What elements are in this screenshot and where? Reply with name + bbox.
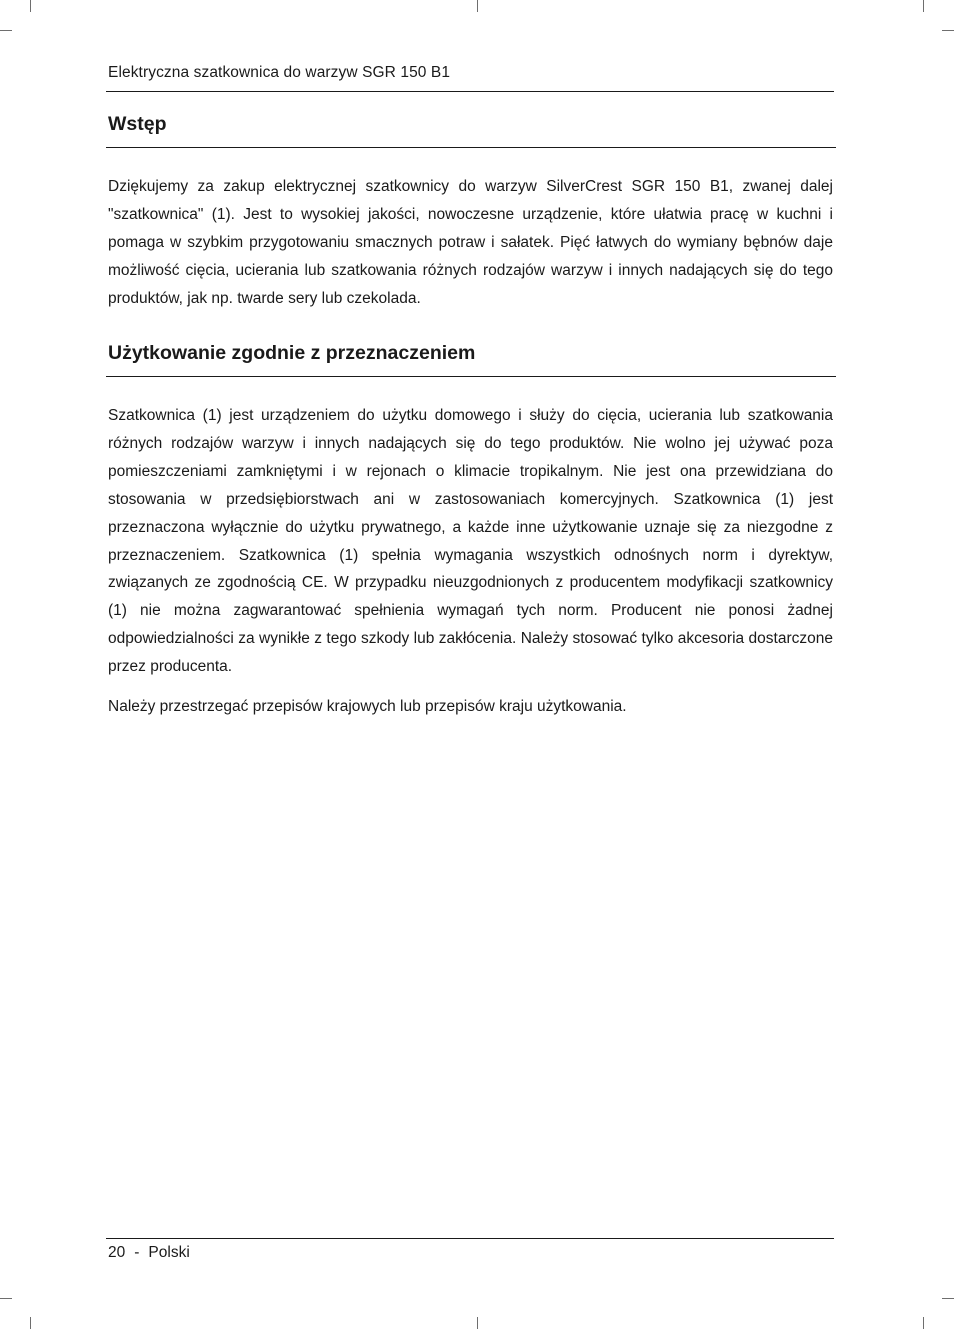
crop-mark-top-center <box>477 0 478 12</box>
section-heading-rule <box>106 147 836 148</box>
crop-mark-bottom-center <box>477 1317 478 1329</box>
page-number: 20 <box>108 1244 126 1261</box>
crop-mark-bottom-left <box>30 1317 31 1329</box>
intended-use-paragraph: Szatkownica (1) jest urządzeniem do użytku domowego i służy do cięcia, ucierania lub szatkowania różnych rodzajów warzyw i innych nadających się do tego produktów. Nie wolno jej używać poza pomieszczeniami zamkniętymi i w rejonach o klimacie tropikalnym. Nie jest ona przewidziana do stosowania w przedsiębiorstwach ani w zastosowaniach komercyjnych. Szatkownica (1) jest przeznaczona wyłącznie do użytku prywatnego, a każde inne użytkowanie uznaje się za niezgodne z przeznaczeniem. Szatkownica (1) spełnia wymagania wszystkich odnośnych norm i dyrektyw, związanych ze zgodnością CE. W przypadku nieuzgodnionych z producentem modyfikacji szatkownicy (1) nie można zagwarantować spełnienia wymagań tych norm. Producent nie ponosi żadnej odpowiedzialności za wynikłe z tego szkody lub zakłócenia. Należy stosować tylko akcesoria dostarczone przez producenta. <box>108 407 833 676</box>
section-heading-intended-use: Użytkowanie zgodnie z przeznaczeniem <box>108 342 476 364</box>
running-header-title: Elektryczna szatkownica do warzyw SGR 150 B1 <box>108 64 451 81</box>
footer-language: Polski <box>148 1244 190 1261</box>
regulations-paragraph: Należy przestrzegać przepisów krajowych lub przepisów kraju użytkowania. <box>108 698 627 715</box>
section-heading-intro: Wstęp <box>108 113 167 135</box>
crop-mark-top-left <box>30 0 31 12</box>
crop-mark-bottom-left <box>0 1298 12 1299</box>
crop-mark-bottom-right <box>942 1298 954 1299</box>
footer-rule <box>106 1238 834 1239</box>
crop-mark-bottom-right <box>923 1317 924 1329</box>
crop-mark-top-right <box>942 30 954 31</box>
crop-mark-top-left <box>0 30 12 31</box>
intro-paragraph: Dziękujemy za zakup elektrycznej szatkownicy do warzyw SilverCrest SGR 150 B1, zwanej dalej "szatkownica" (1). Jest to wysokiej jakości, nowoczesne urządzenie, które ułatwia pracę w kuchni i pomaga w szybkim przygotowaniu smacznych potraw i sałatek. Pięć łatwych do wymiany bębnów daje możliwość cięcia, ucierania lub szatkowania różnych rodzajów warzyw i innych nadających się do tego produktów, jak np. twarde sery lub czekolada. <box>108 178 833 307</box>
page-footer <box>108 1244 190 1262</box>
footer-separator: - <box>134 1244 140 1261</box>
crop-mark-top-right <box>923 0 924 12</box>
section-heading-rule <box>106 376 836 377</box>
header-rule <box>106 91 834 92</box>
